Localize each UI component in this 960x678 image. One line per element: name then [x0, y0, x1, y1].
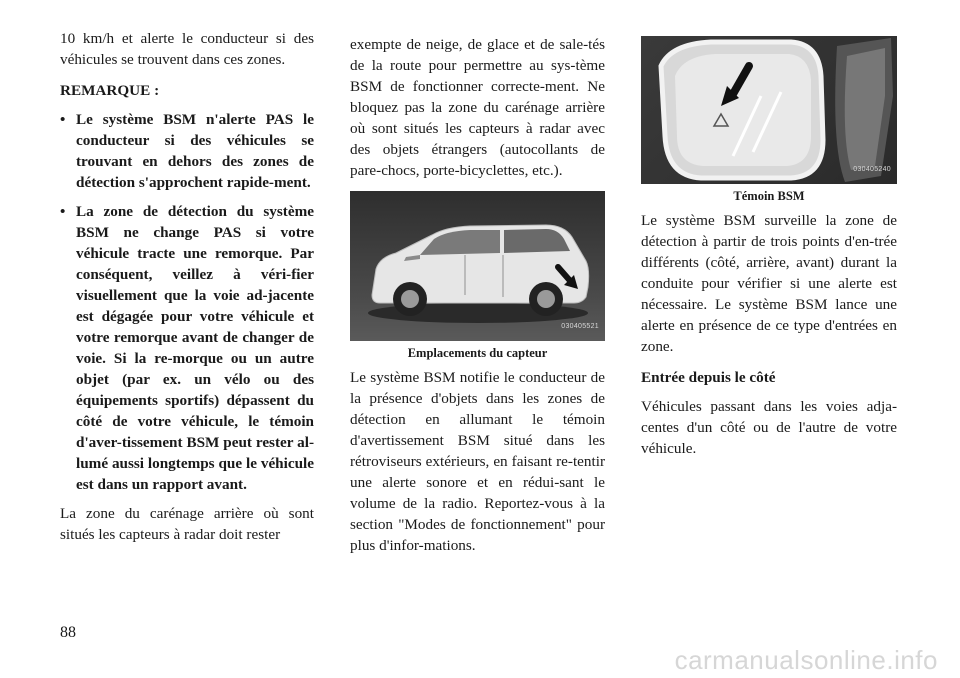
intro-paragraph: 10 km/h et alerte le conducteur si des véhicules se trouvent dans ces zones.: [60, 30, 314, 68]
body-paragraph: exempte de neige, de glace et de sale-tés de la route pour permettre au sys-tème BSM de fonctionner correcte-ment. Ne bloquez pas la zone du carénage arrière où sont situés les capteurs à radar avec des objets étrangers (autocollants de pare-chocs, porte-bicyclettes, etc.).: [350, 36, 605, 179]
page-number: 88: [60, 624, 76, 641]
body-paragraph: Le système BSM surveille la zone de détection à partir de trois points d'en-trée différents (côté, arrière, avant) durant la conduite pour vérifier si une alerte est nécessaire. Le système BSM lance une alerte en présence de ce type d'entrées en zone.: [641, 212, 897, 355]
body-paragraph: Le système BSM notifie le conducteur de la présence d'objets dans les zones de détection en allumant le témoin d'avertissement BSM situé dans les rétroviseurs extérieurs, en faisant re-tentir une alerte sonore et en rédui-sant le volume de la radio. Reportez-vous à la section "Modes de fonctionnement" pour plus d'infor-mations.: [350, 369, 605, 554]
bsm-indicator-figure: [641, 36, 897, 204]
vehicle-image: [350, 191, 605, 341]
remark-item: • Le système BSM n'alerte PAS le conducteur si des véhicules se trouvant en dehors des zones de détection s'approchent rapide-ment.: [60, 109, 314, 193]
figure-code: 030405521: [561, 323, 599, 330]
section-heading: Entrée depuis le côté: [641, 369, 776, 386]
remark-list: [60, 109, 314, 495]
outro-paragraph: La zone du carénage arrière où sont situés les capteurs à radar doit rester: [60, 505, 314, 543]
column-left: [60, 28, 314, 555]
column-middle: [350, 34, 605, 566]
figure-caption: Emplacements du capteur: [407, 346, 548, 360]
mirror-image: [641, 36, 897, 184]
column-right: [641, 36, 897, 469]
watermark: carmanualsonline.info: [674, 645, 938, 675]
sensor-location-figure: [350, 191, 605, 361]
figure-code: 030405240: [853, 166, 891, 173]
remark-label: REMARQUE :: [60, 82, 160, 99]
remark-item: • La zone de détection du système BSM ne change PAS si votre véhicule tracte une remorque. Par conséquent, veillez à véri-fier visuellement que la voie ad-jacente est dégagée pour votre véhicule et votre remorque avant de changer de voie. Si la re-morque ou un autre objet (par ex. un vélo ou des équipements sportifs) dépassent du côté de votre véhicule, le témoin d'aver-tissement BSM peut rester al-lumé aussi longtemps que le véhicule est dans un rapport avant.: [60, 201, 314, 495]
body-paragraph: Véhicules passant dans les voies adja-centes d'un côté ou de l'autre de votre véhicule.: [641, 398, 897, 457]
figure-caption: Témoin BSM: [733, 189, 805, 203]
